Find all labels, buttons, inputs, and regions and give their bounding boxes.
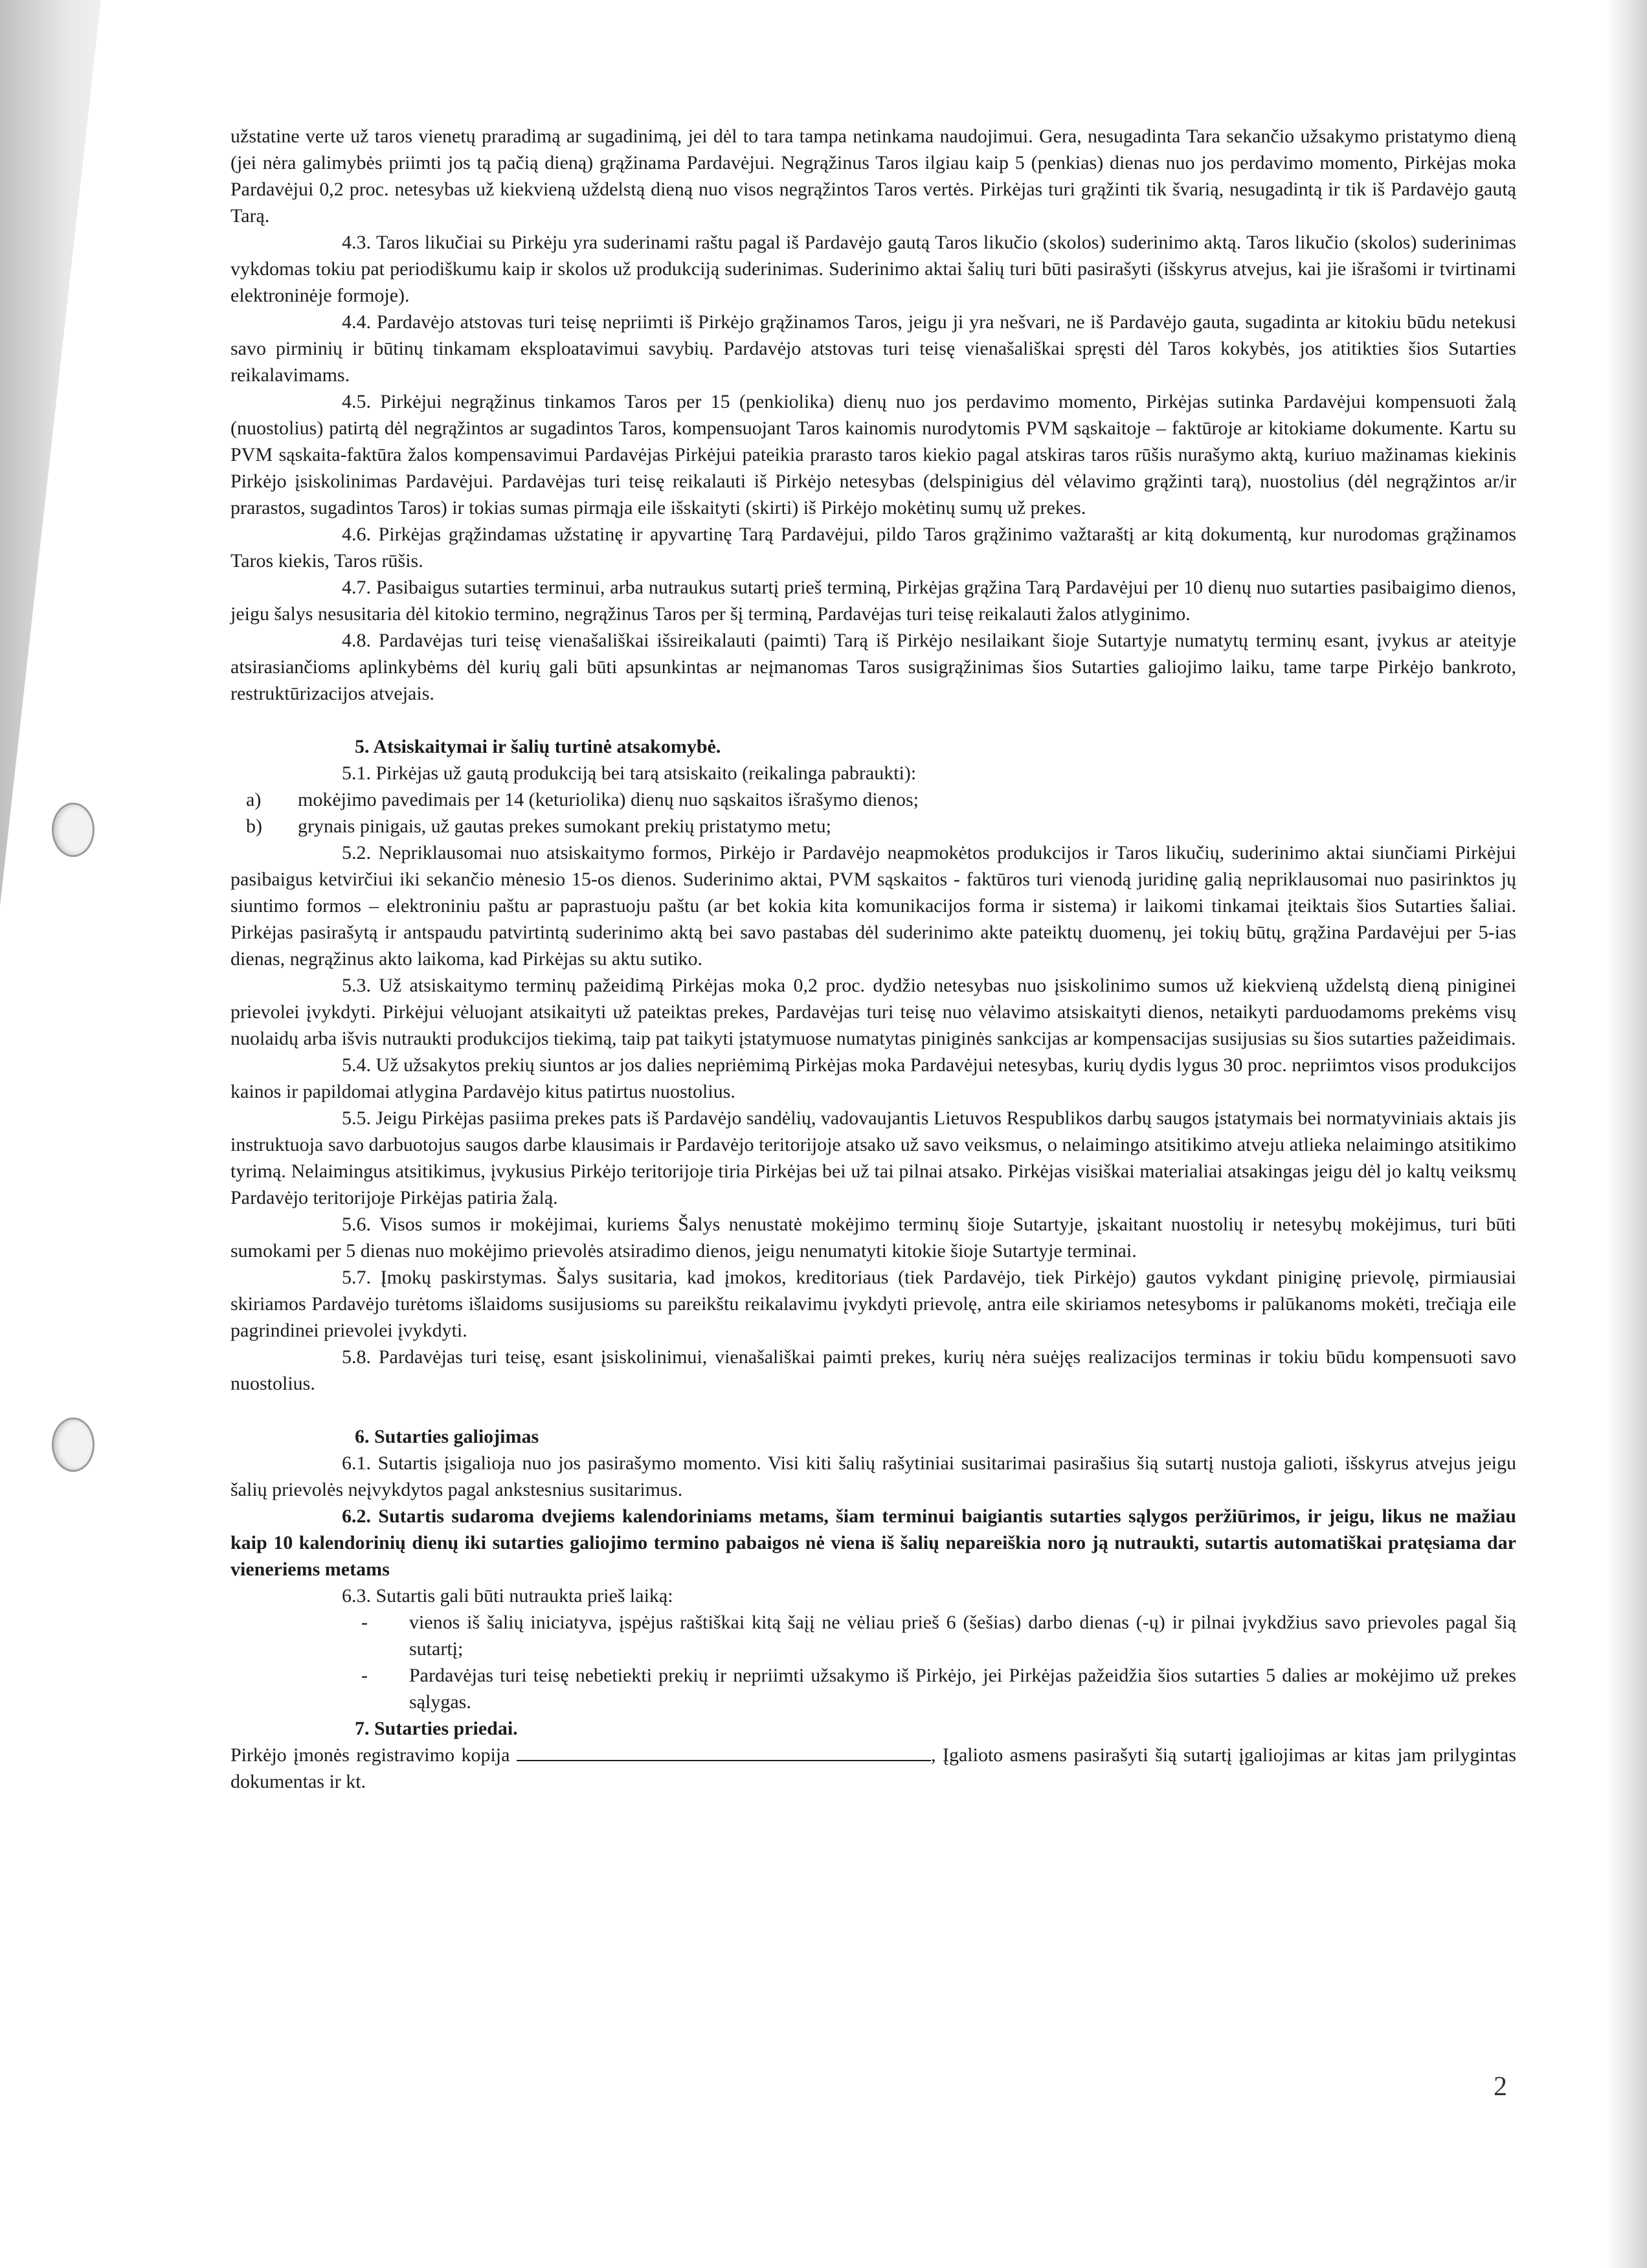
section-6-heading: 6. Sutarties galiojimas xyxy=(355,1426,539,1447)
list-item-text: grynais pinigais, už gautas prekes sumokant prekių pristatymo metu; xyxy=(298,816,832,837)
scan-shadow-right xyxy=(1606,0,1647,2268)
list-item-text: Pardavėjas turi teisę nebetiekti prekių ir nepriimti užsakymo iš Pirkėjo, jei Pirkėjas pažeidžia šios sutarties 5 dalies ar mokėjimo už prekes sąlygas. xyxy=(409,1665,1516,1713)
paragraph-5-6: 5.6. Visos sumos ir mokėjimai, kuriems Šalys nenustatė mokėjimo terminų šioje Sutartyje, įskaitant nuostolių ir netesybų mokėjimus, turi būti sumokami per 5 dienas nuo mokėjimo prievolės atsiradimo dienos, jeigu nenumatyti kitokie šioje Sutartyje terminai. xyxy=(230,1214,1516,1262)
list-item-text: vienos iš šalių iniciatyva, įspėjus raštiškai kitą šaįį ne vėliau prieš 6 (šešias) darbo dienas (-ų) ir pilnai įvykdžius savo prievoles pagal šią sutartį; xyxy=(409,1612,1516,1660)
list-item-text: mokėjimo pavedimais per 14 (keturiolika) dienų nuo sąskaitos išrašymo dienos; xyxy=(298,789,919,810)
punch-hole-bottom xyxy=(52,1418,95,1472)
paragraph-5-8: 5.8. Pardavėjas turi teisę, esant įsiskolinimui, vienašališkai paimti prekes, kurių nėra suėjęs realizacijos terminas ir tokiu būdu kompensuoti savo nuostolius. xyxy=(230,1346,1516,1394)
paragraph-5-5: 5.5. Jeigu Pirkėjas pasiima prekes pats iš Pardavėjo sandėlių, vadovaujantis Lietuvos Respublikos darbų saugos įstatymais bei normatyviniais aktais jis instruktuoja savo darbuotojus saugos darbe klausimais ir Pardavėjo teritorijoje atsako už savo veiksmus, o nelaimingo atsitikimo atveju atlieka nelaimingo atsitikimo tyrimą. Nelaimingus atsitikimus, įvykusius Pirkėjo teritorijoje tiria Pirkėjas bei už tai pilnai atsako. Pirkėjas visiškai materialiai atsakingas jeigu dėl jo kaltų veiksmų Pardavėjo teritorijoje Pirkėjas patiria žalą. xyxy=(230,1107,1516,1208)
paragraph-7 xyxy=(230,1742,1516,1795)
paragraph-4-7: 4.7. Pasibaigus sutarties terminui, arba nutraukus sutartį prieš terminą, Pirkėjas grąžina Tarą Pardavėjui per 10 dienų nuo sutarties pasibaigimo dienos, jeigu šalys nesusitaria dėl kitokio termino, negrąžinus Taros per šį terminą, Pardavėjas turi teisę reikalauti žalos atlyginimo. xyxy=(230,577,1516,625)
appendix-text-start: Pirkėjo įmonės registravimo kopija xyxy=(230,1744,510,1766)
list-marker: a) xyxy=(246,789,262,810)
fill-in-blank[interactable] xyxy=(517,1742,931,1761)
paragraph-6-3: 6.3. Sutartis gali būti nutraukta prieš laiką: xyxy=(342,1585,673,1606)
document-page xyxy=(230,123,1516,1795)
paragraph-5-1: 5.1. Pirkėjas už gautą produkciją bei tarą atsiskaito (reikalinga pabraukti): xyxy=(342,762,917,784)
appendix-text-end: , Įgalioto asmens pasirašyti šią sutartį įgaliojimas ar kitas jam prilygintas dokumentas ir kt. xyxy=(230,1744,1517,1792)
list-item xyxy=(230,813,1516,839)
paragraph-4-6: 4.6. Pirkėjas grąžindamas užstatinę ir apyvartinę Tarą Pardavėjui, pildo Taros grąžinimo važtaraštį ar kitą dokumentą, kur nurodomas grąžinamos Taros kiekis, Taros rūšis. xyxy=(230,524,1516,572)
paragraph-6-1: 6.1. Sutartis įsigalioja nuo jos pasirašymo momento. Visi kiti šalių rašytiniai susitarimai pasirašius šią sutartį nustoja galioti, išskyrus atvejus jeigu šalių prievolės neįvykdytos pagal ankstesnius susitarimus. xyxy=(230,1452,1516,1500)
list-item xyxy=(230,786,1516,813)
paragraph-5-2: 5.2. Nepriklausomai nuo atsiskaitymo formos, Pirkėjo ir Pardavėjo neapmokėtos produkcijos ir Taros likučių, suderinimo aktai siunčiami Pirkėjui pasibaigus ketvirčiui iki sekančio mėnesio 15-os dienos. Suderinimo aktai, PVM sąskaitos - faktūros turi vienodą juridinę galią nepriklausomai nuo pasirinktos jų siuntimo formos – elektroniniu paštu ar paprastuoju paštu (ar bet kokia kita komunikacijos forma ir sistema) ir laikomi tinkamai įteiktais šios Sutarties šaliai. Pirkėjas pasirašytą ir antspaudu patvirtintą suderinimo aktą bei savo pastabas dėl suderinimo akte pateiktų duomenų, jei tokių būtų, grąžina Pardavėjui per 5-ias dienas, negrąžinus akto laikoma, kad Pirkėjas su aktu sutiko. xyxy=(230,842,1516,970)
paragraph-5-4: 5.4. Už užsakytos prekių siuntos ar jos dalies nepriėmimą Pirkėjas moka Pardavėjui netesybas, kurių dydis lygus 30 proc. nepriimtos visos produkcijos kainos ir papildomai atlygina Pardavėjo kitus patirtus nuostolius. xyxy=(230,1054,1516,1102)
section-7-heading: 7. Sutarties priedai. xyxy=(355,1718,518,1739)
page-number: 2 xyxy=(1494,2072,1507,2102)
list-item xyxy=(230,1662,1516,1715)
scan-shadow-left xyxy=(0,0,168,906)
paragraph-6-2: 6.2. Sutartis sudaroma dvejiems kalendoriniams metams, šiam terminui baigiantis sutarties sąlygos peržiūrimos, ir jeigu, likus ne mažiau kaip 10 kalendorinių dienų iki sutarties galiojimo termino pabaigos nė viena iš šalių nepareiškia noro ją nutraukti, sutartis automatiškai pratęsiama dar vieneriems metams xyxy=(230,1506,1516,1580)
paragraph-4-5: 4.5. Pirkėjui negrąžinus tinkamos Taros per 15 (penkiolika) dienų nuo jos perdavimo momento, Pirkėjas sutinka Pardavėjui kompensuoti žalą (nuostolius) patirtą dėl negrąžintos ar sugadintos Taros, kompensuojant Taros kainomis nurodytomis PVM sąskaitoje – faktūroje ar kitokiame dokumente. Kartu su PVM sąskaita-faktūra žalos kompensavimui Pardavėjas Pirkėjui pateikia prarasto taros kiekio pagal atskiras taros rūšis nurašymo aktą, kuriuo mažinamas kiekinis Pirkėjo įsiskolinimas Pardavėjui. Pardavėjas turi teisę reikalauti iš Pirkėjo netesybas (delspinigius dėl vėlavimo grąžinti tarą), nuostolius (dėl negrąžintos ar/ir prarastos, sugadintos Taros) ir tokias sumas pirmąja eile išskaityti (skirti) iš Pirkėjo mokėtinų sumų už prekes. xyxy=(230,391,1516,518)
section-5-heading: 5. Atsiskaitymai ir šalių turtinė atsakomybė. xyxy=(355,736,721,757)
paragraph-4-8: 4.8. Pardavėjas turi teisę vienašališkai išsireikalauti (paimti) Tarą iš Pirkėjo nesilaikant šioje Sutartyje numatytų terminų esant, įvykus ar ateityje atsirasiančioms aplinkybėms dėl kurių gali būti apsunkintas ar neįmanomas Taros susigrąžinimas šios Sutarties galiojimo laiku, tame tarpe Pirkėjo bankroto, restruktūrizacijos atvejais. xyxy=(230,630,1516,704)
list-marker: b) xyxy=(246,816,262,837)
punch-hole-top xyxy=(52,803,95,857)
dash-marker: - xyxy=(361,1665,368,1686)
paragraph-4-3: 4.3. Taros likučiai su Pirkėju yra suderinami raštu pagal iš Pardavėjo gautą Taros likučio (skolos) suderinimo aktą. Taros likučio (skolos) suderinimas vykdomas tokiu pat periodiškumu kaip ir skolos už produkciją suderinimas. Suderinimo aktai šalių turi būti pasirašyti (išskyrus atvejus, kai jie išrašomi ir tvirtinami elektroninėje formoje). xyxy=(230,232,1516,306)
paragraph-4-2-cont: užstatine verte už taros vienetų praradimą ar sugadinimą, jei dėl to tara tampa netinkama naudojimui. Gera, nesugadinta Tara sekančio užsakymo pristatymo dieną (jei nėra galimybės priimti jos tą pačią dieną) grąžinama Pardavėjui. Negrąžinus Taros ilgiau kaip 5 (penkias) dienas nuo jos perdavimo momento, Pirkėjas moka Pardavėjui 0,2 proc. netesybas už kiekvieną uždelstą dieną nuo visos negrąžintos Taros vertės. Pirkėjas turi grąžinti tik švarią, nesugadintą ir tik iš Pardavėjo gautą Tarą. xyxy=(230,126,1516,227)
dash-marker: - xyxy=(361,1612,368,1633)
paragraph-5-3: 5.3. Už atsiskaitymo terminų pažeidimą Pirkėjas moka 0,2 proc. dydžio netesybas nuo įsiskolinimo sumos už kiekvieną uždelstą dieną piniginei prievolei įvykdyti. Pirkėjui vėluojant atsikaityti už pateiktas prekes, Pardavėjas turi teisę nuo vėlavimo atsiskaityti dienos, netaikyti parduodamoms prekėms visų nuolaidų arba išvis nutraukti produkcijos tiekimą, taip pat taikyti įstatymuose numatytas piniginės sankcijas ar kompensacijas susijusias su šios sutarties pažeidimais. xyxy=(230,975,1516,1049)
paragraph-4-4: 4.4. Pardavėjo atstovas turi teisę nepriimti iš Pirkėjo grąžinamos Taros, jeigu ji yra nešvari, ne iš Pardavėjo gauta, sugadinta ar kitokiu būdu netekusi savo pirminių ir būtinų tinkamam eksploatavimui savybių. Pardavėjo atstovas turi teisę vienašališkai spręsti dėl Taros kokybės, jos atitikties šios Sutarties reikalavimams. xyxy=(230,311,1516,386)
paragraph-5-7: 5.7. Įmokų paskirstymas. Šalys susitaria, kad įmokos, kreditoriaus (tiek Pardavėjo, tiek Pirkėjo) gautos vykdant piniginę prievolę, pirmiausiai skiriamos Pardavėjo turėtoms išlaidoms susijusioms su pareikštu reikalavimu įvykdyti prievolę, antra eile skiriamos netesyboms ir palūkanoms mokėti, trečiąja eile pagrindinei prievolei įvykdyti. xyxy=(230,1267,1516,1341)
list-item xyxy=(230,1609,1516,1662)
